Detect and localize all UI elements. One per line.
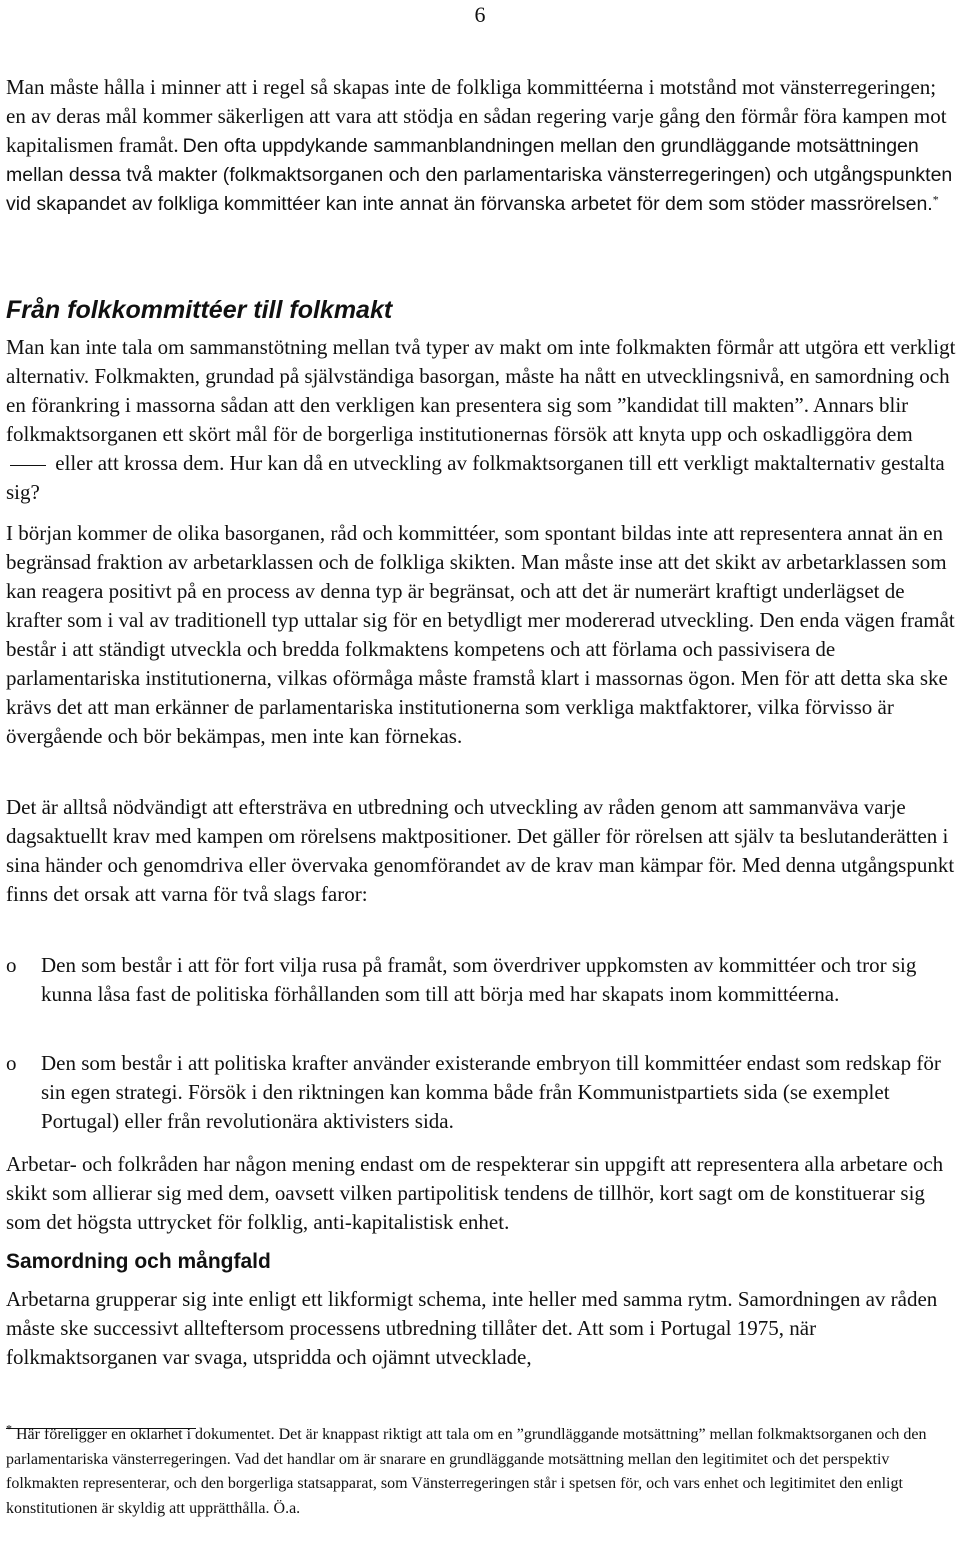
footnote-marker: * [6, 1421, 12, 1436]
paragraph-utbredning: Det är alltså nödvändigt att eftersträva en utbredning och utveckling av råden genom att sammanväva varje dagsaktuellt krav med kampen om rörelsens maktpositioner. Det gäller för rörelsen att själv ta beslutanderätten i sina händer och genomdriva eller övervaka genomförandet av de krav man kämpar för. Med denna utgångspunkt finns det orsak att varna för två slags faror: [6, 795, 955, 906]
paragraph-arbetarrad: Arbetar- och folkråden har någon mening endast om de respekterar sin uppgift att representera alla arbetare och skikt som allierar sig med dem, oavsett vilken partipolitisk tendens de tillhör, kort sagt om de konstituerar sig som det högsta uttrycket för folklig, anti-kapitalistisk enhet. [6, 1152, 944, 1234]
bullet-marker: o [6, 953, 17, 977]
intro-text-sans: Den ofta uppdykande sammanblandningen mellan den grundläggande motsättningen mellan dessa två makter (folkmaktsorganen och den parlamentariska vänsterregeringen) och utgångspunkten vid skapandet av folkliga kommittéer kan inte annat än förvanska arbetet för dem som stöder massrörelsen. [6, 135, 953, 215]
paragraph-alternativ [6, 333, 956, 507]
paragraph-basorgan: I början kommer de olika basorganen, råd och kommittéer, som spontant bildas inte att representera annat än en begränsad fraktion av arbetarklassen och de folkliga skikten. Man måste inse att det skikt av arbetarklassen som kan reagera positivt på en process av denna typ är begränsat, och att det är numerärt kraftigt underlägset de krafter som i val av traditionell typ uttalar sig för en betydligt mer modererad utveckling. Den enda vägen framåt består i att ständigt utveckla och bredda folkmaktens kompetens och att förlama och passivisera de parlamentariska institutionerna, vilkas oförmåga måste framstå klart i massornas ögon. Men för att detta ska ske krävs det att man erkänner de parlamentariska institutionerna som verkliga maktfaktorer, vilka förvisso är övergående och bör bekämpas, men inte kan förnekas. [6, 521, 955, 748]
footnote-reference[interactable]: * [932, 192, 939, 207]
heading-samordning: Samordning och mångfald [6, 1250, 271, 1273]
bullet-marker: o [6, 1051, 17, 1075]
paragraph-alternativ-part1: Man kan inte tala om sammanstötning mellan två typer av makt om inte folkmakten förmår att utgöra ett verkligt alternativ. Folkmakten, grundad på självständiga basorgan, måste ha nått en utvecklingsnivå, en samordning och en förankring i massorna sådan att den verkligen kan presentera sig som ”kandidat till makten”. Annars blir folkmaktsorganen ett skört mål för de borgerliga institutionernas försök att knyta upp och oskadliggöra dem [6, 335, 956, 446]
footnote [6, 1423, 956, 1521]
page-number: 6 [474, 2, 486, 27]
intro-text-serif: Man måste hålla i minner att i regel så skapas inte de folkliga kommittéerna i motstånd mot vänsterregeringen; en av deras mål kommer säkerligen att vara att stödja en sådan regering varje gång den förmår föra kampen mot kapitalismen framåt. [6, 75, 947, 157]
heading-folkmakt: Från folkkommittéer till folkmakt [6, 296, 393, 324]
paragraph-samordning: Arbetarna grupperar sig inte enligt ett likformigt schema, inte heller med samma rytm. Samordningen av råden måste ske successivt allteftersom processens utbredning tillåter det. Att som i Portugal 1975, när folkmaktsorganen var svaga, utspridda och ojämnt utvecklade, [6, 1287, 938, 1369]
footnote-text: Här föreligger en oklarhet i dokumentet. Det är knappast riktigt att tala om en ”grundläggande motsättning” mellan folkmaktsorganen och den parlamentariska vänsterregeringen. Vad det handlar om är snarare en grundläggande motsättning mellan den legitimitet och det perspektiv folkmakten representerar, och den borgerliga statsapparat, som Vänsterregeringen står i spetsen för, och vars enhet och legitimitet den enligt konstitutionen är skyldig att upprätthålla. Ö.a. [6, 1426, 927, 1517]
list-item-text: Den som består i att politiska krafter använder existerande embryon till kommittéer endast som redskap för sin egen strategi. Försök i den riktningen kan komma både från Kommunistpartiets sida (se exemplet Portugal) eller från revolutionära aktivisters sida. [41, 1051, 941, 1133]
paragraph-alternativ-part2: eller att krossa dem. Hur kan då en utveckling av folkmaktsorganen till ett verkligt maktalternativ gestalta sig? [6, 451, 945, 504]
list-item-text: Den som består i att för fort vilja rusa på framåt, som överdriver uppkomsten av kommittéer och tror sig kunna låsa fast de politiska förhållanden som till att börja med har skapats inom kommittéerna. [41, 953, 917, 1006]
em-dash [10, 465, 46, 466]
intro-paragraph [6, 73, 956, 219]
